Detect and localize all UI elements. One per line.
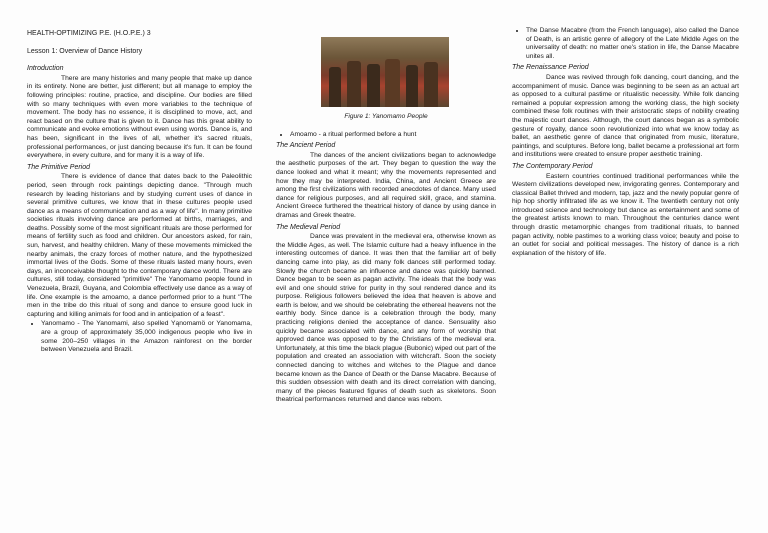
yanomamo-bullet: • Yanomamo - The Yanomami, also spelled Yąnomamö or Yanomama, are a group of approximately 35,000 indigenous people who live in some 200–250 villages in the Amazon rainforest on the border between Venezuela and Brazil. <box>41 320 252 354</box>
renaissance-paragraph: Dance was revived through folk dancing, court dancing, and the accompaniment of music. Dance was beginning to be seen as an actual art as opposed to a cultural pastime or ritualistic necessity. While folk dancing remained a popular expression among the working class, the high society combined these folk routines with their aristocratic steps of nobility creating the majestic court dances. Although, the court dances began as a symbolic gesture of royalty, dance soon revolutionized into what we know today as ballet, an aesthetic genre of dance that originated from music, literature, paintings, and sculptures. Before long, ballet became a professional art form and institutions were created to ensure proper aesthetic training. <box>512 73 739 159</box>
figure-caption: Figure 1: Yanomamo People <box>344 113 428 120</box>
amoamo-bullet: • Amoamo - a ritual performed before a hunt <box>290 131 496 140</box>
ancient-paragraph: The dances of the ancient civilizations began to acknowledge the aesthetic purposes of the art. They began to question the way the dance looked and what it meant; why the movements represented and how they may be interpreted. India, China, and Ancient Greece are among the first civilizations with recorded anecdotes of dance. Many used dance for religious purposes, and all required skill, grace, and stamina. Ancient Greece furthered the theatrical history of dance by using dance in dramas and Greek theatre. <box>276 151 496 219</box>
primitive-bullet-list <box>27 320 252 354</box>
column-right <box>512 27 739 530</box>
yanomamo-photo <box>321 37 449 107</box>
section-heading-contemporary: The Contemporary Period <box>512 162 593 170</box>
section-heading-ancient: The Ancient Period <box>276 142 336 150</box>
danse-macabre-bullet-list <box>512 27 739 61</box>
section-heading-renaissance: The Renaissance Period <box>512 64 589 72</box>
lesson-title: Lesson 1: Overview of Dance History <box>27 47 143 55</box>
column-middle <box>276 27 496 530</box>
amoamo-bullet-list <box>276 131 496 140</box>
danse-macabre-bullet: • The Danse Macabre (from the French language), also called the Dance of Death, is an artistic genre of allegory of the Late Middle Ages on the universality of death: no matter one's station in life, the Danse Macabre unites all. <box>526 27 739 61</box>
column-left <box>27 30 252 533</box>
section-heading-medieval: The Medieval Period <box>276 223 341 231</box>
medieval-paragraph: Dance was prevalent in the medieval era, otherwise known as the Middle Ages, as well. The Islamic culture had a heavy influence in the interesting outcomes of dance. It was then that the familiar art of belly dancing came into play, as did many folk dances still performed today. Slowly the church became an influence and dance was quickly banned. Dance began to be seen as pagan activity. The ideals that the body was evil and one should strive for purity in thy soul rendered dance and its purpose. Religious followers believed the idea that heaven is above and earth is below, and we should be celebrating the ethereal heavens not the earthly body. Since dance is a celebration through the body, many practicing religions denied the acceptance of dance. Sensuality also quickly became associated with dance, and any form of worship that approved dance was opposed to by the Christians of the medieval era. Unfortunately, at this time the black plague (Bubonic) wiped out part of the population and created an association with witchcraft. Soon the society connected dancing to witches and witches to the Plague and dance became known as the Dance of Death or the Danse Macabre. Because of this sudden obsession with death and its direct correlation with dancing, many of the pieces featured figures of death such as skeletons. Soon theatrical performances returned and dance was reborn. <box>276 233 496 404</box>
introduction-paragraph: There are many histories and many people that make up dance in its entirety. None are better, just different; but all manage to employ the following principles: routine, practice, and discipline. Our bodies are filled with so many techniques with even more variables to the technique of movement. The body has no essence, it is disciplined to move, act, and react based on the culture that is given to it. Dance has this great ability to communicate and evoke emotions without even using words. Dance is, and has been, significant in the lives of all, whether it's sacred rituals, professional performances, or just dancing because it's fun. It can be found everywhere, in every culture, and for many it is a way of life. <box>27 74 252 160</box>
primitive-paragraph: There is evidence of dance that dates back to the Paleolithic period, seen through rock paintings depicting dance. "Through much research by leading historians and by studying current uses of dance in several primitive cultures, we know that in these cultures people used dance as a means of communication and as a way of life". In many primitive societies rituals involving dance are performed at births, marriages, and deaths. Possibly some of the most significant rituals are those performed for means of fertility such as food and children. Our ancestors asked, for rain, sun, harvest, and healthy children. Many of these movements mimicked the nearby animals, the crazy forces of mother nature, and the hypothesized immortal lives of the Gods. Some of these rituals lasted many hours, even days, an inconceivable thought to the contemporary dance world. There are cultures, still today, considered "primitive" The Yanomamo people found in Venezuela, Brazil, Guyana, and Colombia effectively use dance as a way of life. One example is the amoamo, a dance performed prior to a hunt "The men in the tribe do this ritual of song and dance to ensure good luck in capturing and killing animals for food and in anticipation of a feast". <box>27 173 252 318</box>
section-heading-primitive: The Primitive Period <box>27 163 91 171</box>
section-heading-introduction: Introduction <box>27 65 64 73</box>
course-title: HEALTH-OPTIMIZING P.E. (H.O.P.E.) 3 <box>27 30 151 37</box>
contemporary-paragraph: Eastern countries continued traditional performances while the Western civilizations developed new, invigorating genres. Contemporary and classical Ballet thrived and modern, tap, jazz and the newly popular genre of hip hop shortly infiltrated life as we know it. The twentieth century not only introduced science and technology but dance as entertainment and some of the greatest artists known to man. Throughout the centuries dance went through drastic metamorphic changes from traditional rituals, to banned pagan activity, noble pastimes to a working class voice; beauty and poise to an outlet for social and political messages. The history of dance is a rich explanation of the history of life. <box>512 172 739 257</box>
